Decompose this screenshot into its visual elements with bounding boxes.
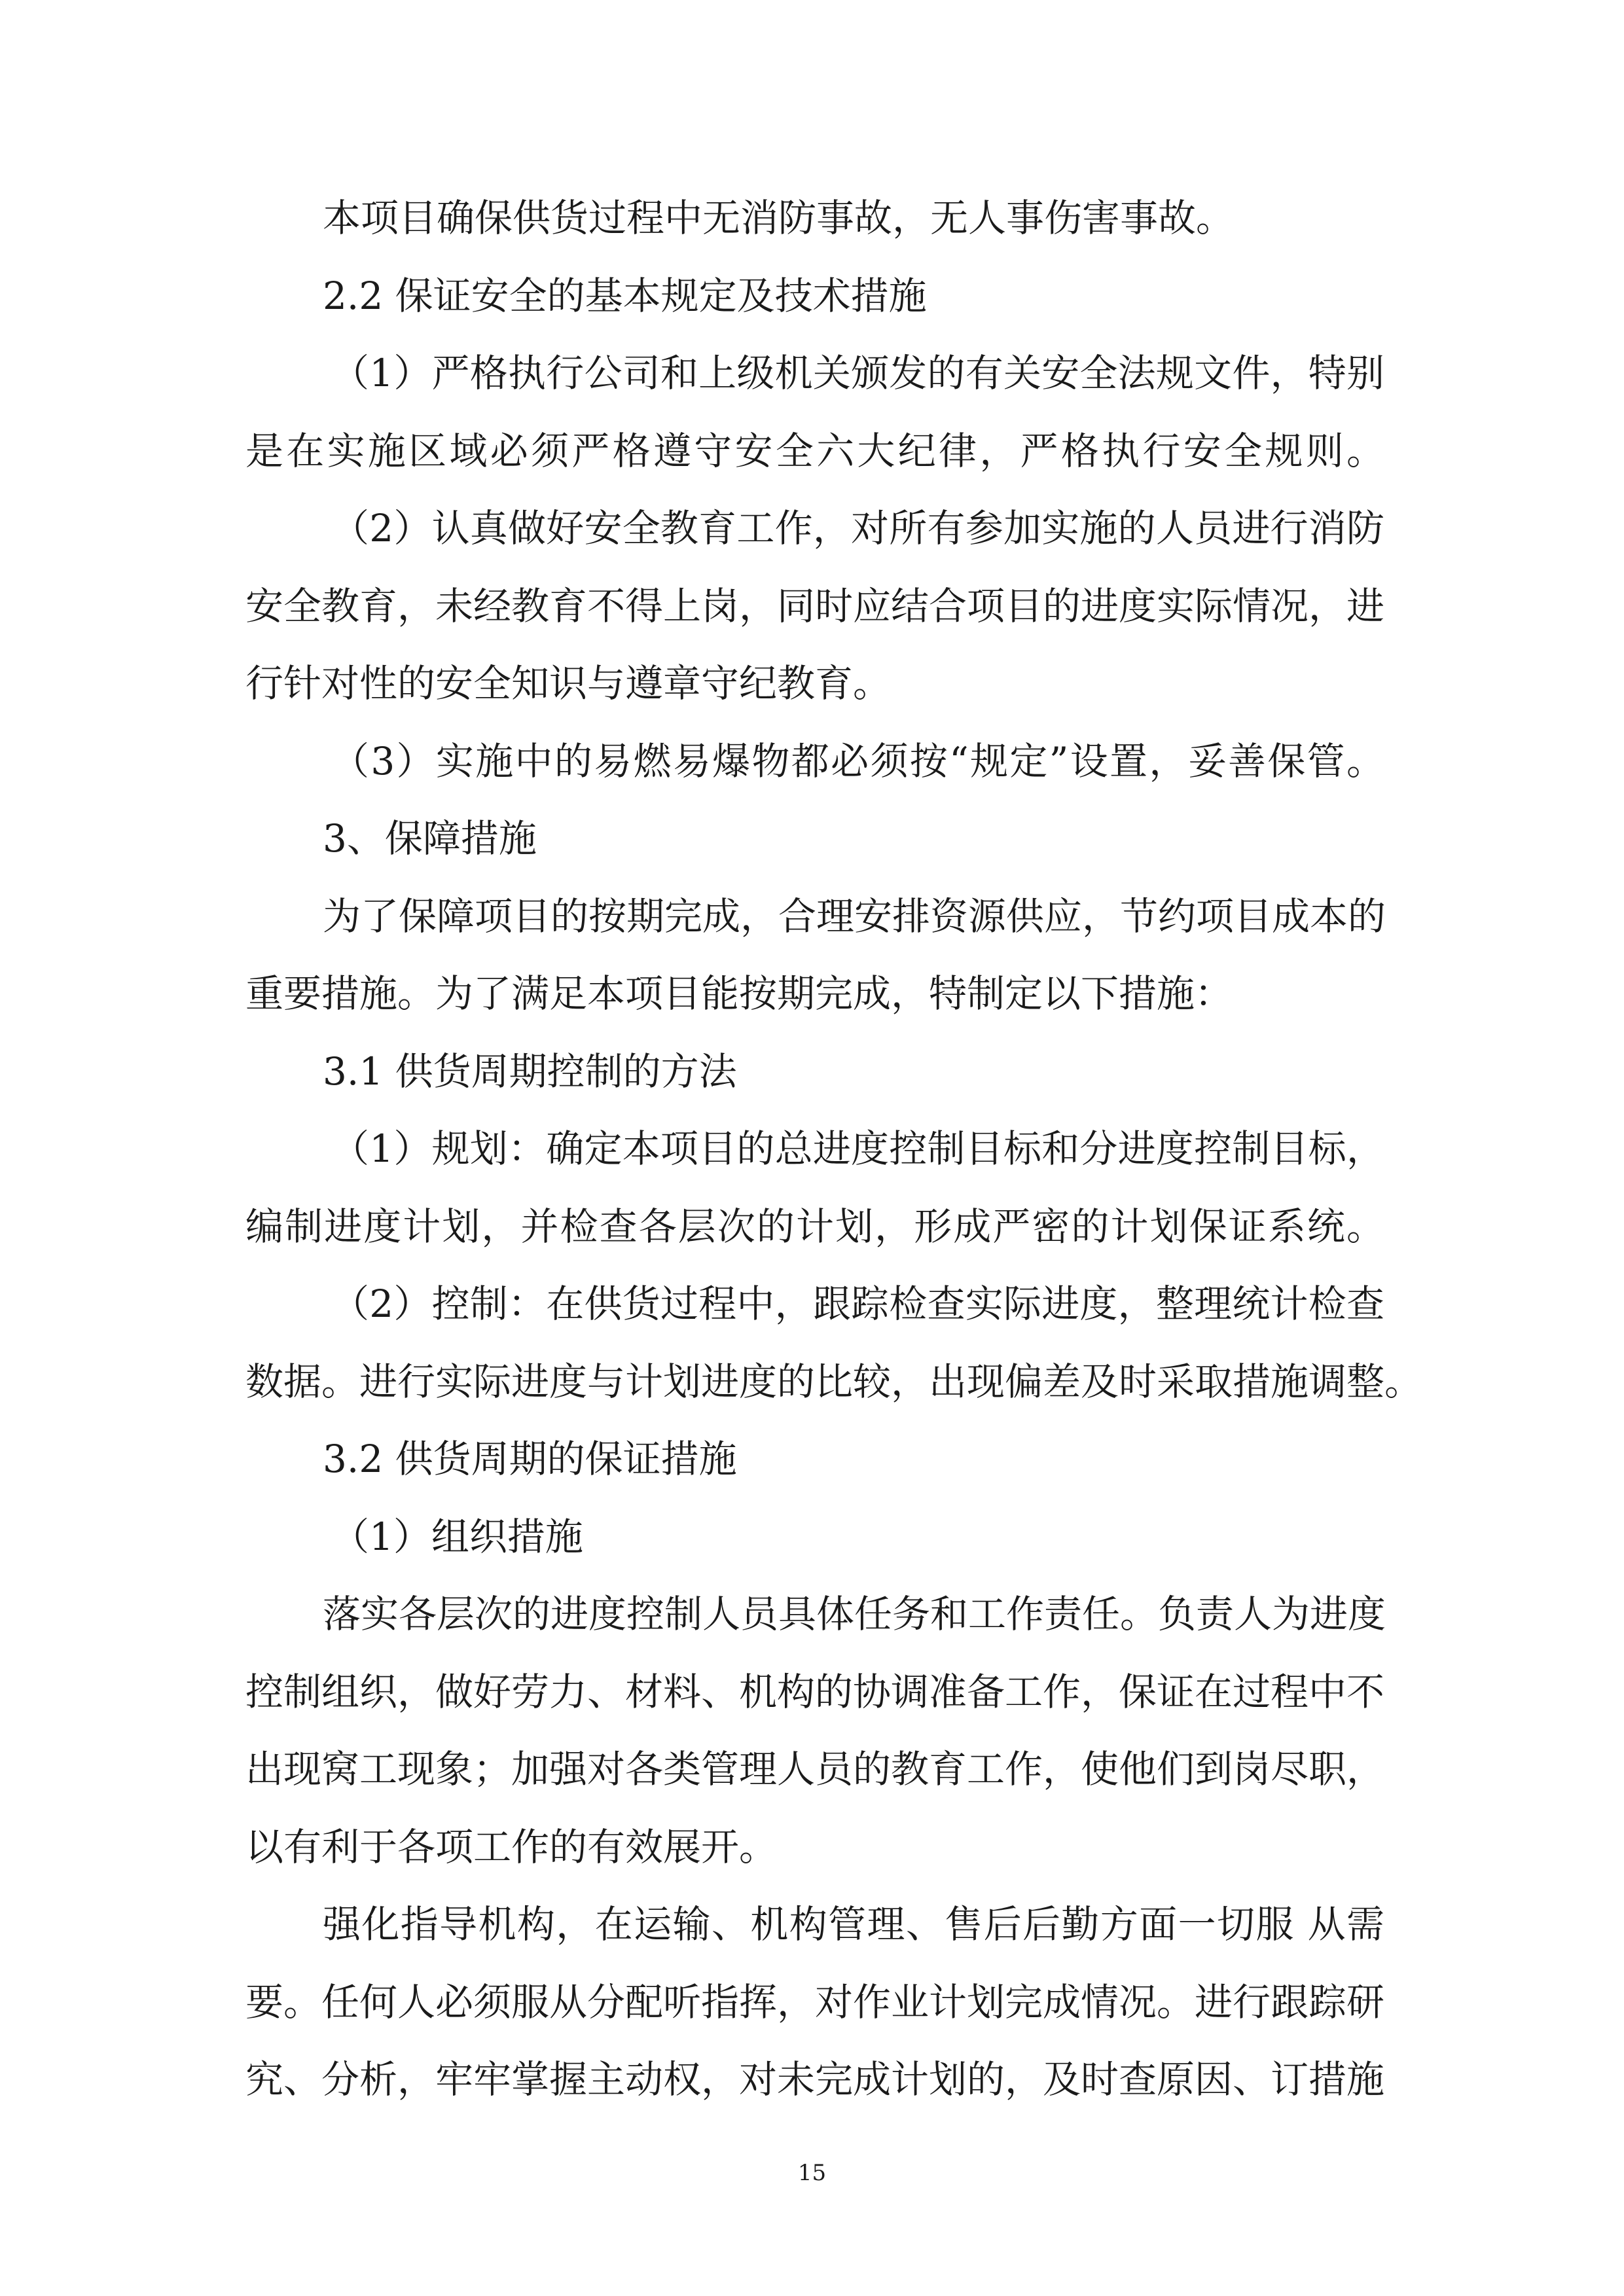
body-text-line: 为了保障项目的按期完成，合理安排资源供应，节约项目成本的 — [323, 894, 1386, 939]
section-heading: 3、保障措施 — [323, 816, 537, 861]
body-text-line: 编制进度计划，并检查各层次的计划，形成严密的计划保证系统。 — [245, 1204, 1384, 1249]
body-text-line: （2）控制：在供货过程中，跟踪检查实际进度，整理统计检查 — [331, 1282, 1384, 1326]
body-text-line: 重要措施。为了满足本项目能按期完成，特制定以下措施： — [245, 971, 1233, 1016]
body-text-line: 安全教育，未经教育不得上岗，同时应结合项目的进度实际情况，进 — [245, 584, 1385, 628]
body-text-line: （1）规划：确定本项目的总进度控制目标和分进度控制目标， — [331, 1126, 1384, 1171]
body-text-line: （2）认真做好安全教育工作，对所有参加实施的人员进行消防 — [331, 506, 1384, 550]
section-heading: 3.2 供货周期的保证措施 — [323, 1437, 737, 1481]
body-text-line: 究、分析，牢牢掌握主动权，对未完成计划的，及时查原因、订措施 — [245, 2057, 1385, 2102]
body-text-line: 控制组织，做好劳力、材料、机构的协调准备工作，保证在过程中不 — [245, 1670, 1385, 1714]
subsection-heading: （1）组织措施 — [331, 1515, 583, 1559]
body-text-line: 行针对性的安全知识与遵章守纪教育。 — [245, 661, 892, 706]
body-text-line: 是在实施区域必须严格遵守安全六大纪律，严格执行安全规则。 — [245, 429, 1384, 473]
body-text-line: 要。任何人必须服从分配听指挥，对作业计划完成情况。进行跟踪研 — [245, 1980, 1385, 2024]
body-text-line: 以有利于各项工作的有效展开。 — [245, 1825, 778, 1869]
body-text-line: 出现窝工现象；加强对各类管理人员的教育工作，使他们到岗尽职， — [245, 1747, 1385, 1791]
section-heading: 2.2 保证安全的基本规定及技术措施 — [323, 274, 927, 318]
body-text-line: 数据。进行实际进度与计划进度的比较，出现偏差及时采取措施调整。 — [245, 1359, 1423, 1404]
section-heading: 3.1 供货周期控制的方法 — [323, 1049, 737, 1094]
body-text-line: （1）严格执行公司和上级机关颁发的有关安全法规文件，特别 — [331, 351, 1384, 395]
body-text-line: 本项目确保供货过程中无消防事故，无人事伤害事故。 — [323, 196, 1235, 240]
page-number: 15 — [797, 2160, 827, 2186]
body-text-line: 落实各层次的进度控制人员具体任务和工作责任。负责人为进度 — [323, 1592, 1386, 1636]
body-text-line: （3）实施中的易燃易爆物都必须按“规定”设置，妥善保管。 — [331, 739, 1384, 783]
body-text-line: 强化指导机构，在运输、机构管理、售后后勤方面一切服 从需 — [323, 1902, 1384, 1946]
